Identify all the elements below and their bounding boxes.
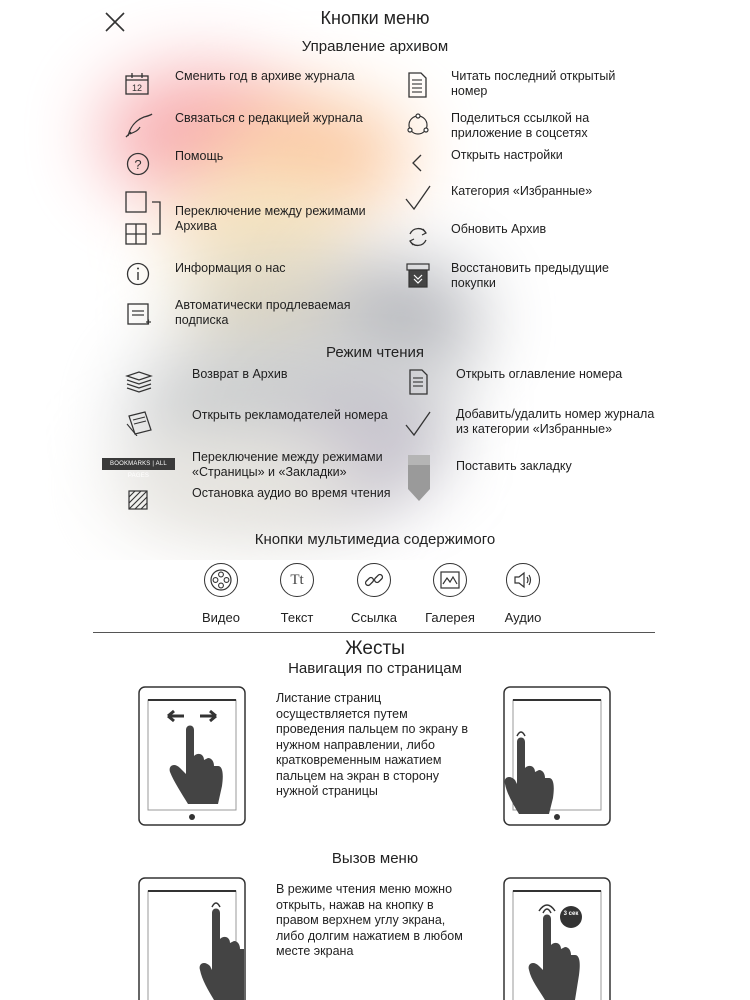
settings-chevron-icon xyxy=(410,153,424,173)
tablet-menu-button-illustration xyxy=(138,877,246,1000)
navigation-description: Листание страниц осуществляется путем проведения пальцем по экрану в нужном направлении, либо кратковременным нажатием пальцем на экран в сторону нужной страницы xyxy=(276,691,468,798)
reading-item-label: Открыть рекламодателей номера xyxy=(192,408,388,422)
share-icon xyxy=(406,113,430,137)
reading-item-label: Открыть оглавление номера xyxy=(456,367,623,381)
reading-section-title: Режим чтения xyxy=(325,344,425,361)
help-icon xyxy=(126,152,150,176)
archive-item-label: Автоматически продлеваемая подписка xyxy=(175,298,351,327)
archive-item-label: Связаться с редакцией журнала xyxy=(175,111,363,125)
archive-item-label: Восстановить предыдущие покупки xyxy=(451,261,609,290)
subscription-icon xyxy=(126,302,152,326)
advertisers-icon xyxy=(125,410,153,436)
archive-item-label: Категория «Избранные» xyxy=(451,184,593,198)
archive-item-label: Открыть настройки xyxy=(451,148,563,162)
reading-item-label: Добавить/удалить номер журнала из категории «Избранные» xyxy=(456,407,655,436)
audio-icon xyxy=(506,563,540,597)
svg-text:?: ? xyxy=(134,157,142,172)
navigation-subtitle: Навигация по страницам xyxy=(288,660,462,677)
reading-item-label: Остановка аудио во время чтения xyxy=(192,486,391,500)
view-mode-icon xyxy=(124,190,164,248)
refresh-icon xyxy=(406,225,430,249)
tablet-swipe-illustration xyxy=(138,686,246,826)
archive-item-label: Переключение между режимами Архива xyxy=(175,204,366,233)
archive-item-label: Обновить Архив xyxy=(451,222,547,236)
checkmark-icon xyxy=(404,184,432,212)
multimedia-label: Видео xyxy=(202,610,240,625)
hold-duration-badge: 3 сек xyxy=(563,911,579,917)
restore-box-icon xyxy=(406,263,430,289)
info-icon xyxy=(126,262,150,286)
gallery-icon xyxy=(433,563,467,597)
document-icon xyxy=(406,72,428,98)
bookmark-ribbon-icon xyxy=(407,455,431,501)
reading-item-label: Переключение между режимами «Страницы» и «Закладки» xyxy=(192,450,383,479)
toc-icon xyxy=(407,369,429,395)
link-icon xyxy=(357,563,391,597)
text-icon: Tt xyxy=(280,563,314,597)
gestures-title: Жесты xyxy=(345,638,405,659)
video-reel-icon xyxy=(204,563,238,597)
archive-item-label: Поделиться ссылкой на приложение в соцсетях xyxy=(451,111,590,140)
checkmark-icon xyxy=(404,410,432,438)
archive-item-label: Читать последний открытый номер xyxy=(451,69,616,98)
section-divider xyxy=(93,632,655,633)
archive-item-label: Информация о нас xyxy=(175,261,286,275)
reading-item-label: Возврат в Архив xyxy=(192,367,288,381)
audio-stop-icon xyxy=(128,490,148,510)
multimedia-section-title: Кнопки мультимедиа содержимого xyxy=(254,531,496,548)
multimedia-label: Текст xyxy=(280,610,314,625)
multimedia-label: Аудио xyxy=(504,610,542,625)
reading-item-label: Поставить закладку xyxy=(456,459,572,473)
page-title: Кнопки меню xyxy=(320,8,430,28)
archive-item-label: Сменить год в архиве журнала xyxy=(175,69,355,83)
archive-item-label: Помощь xyxy=(175,149,224,163)
menu-subtitle: Вызов меню xyxy=(331,850,419,867)
svg-text:12: 12 xyxy=(131,83,143,93)
bookmarks-toggle-icon: BOOKMARKS | ALL PAGES xyxy=(102,458,175,470)
multimedia-label: Галерея xyxy=(425,610,475,625)
stack-icon xyxy=(125,370,153,396)
menu-description: В режиме чтения меню можно открыть, нажав на кнопку в правом верхнем углу экрана, либо долгим нажатием в любом месте экрана xyxy=(276,882,463,958)
multimedia-label: Ссылка xyxy=(350,610,398,625)
tablet-tap-illustration xyxy=(503,686,611,826)
archive-section-title: Управление архивом xyxy=(301,38,449,55)
feather-pen-icon xyxy=(124,112,154,138)
calendar-icon xyxy=(124,72,150,96)
tablet-long-press-illustration xyxy=(503,877,611,1000)
